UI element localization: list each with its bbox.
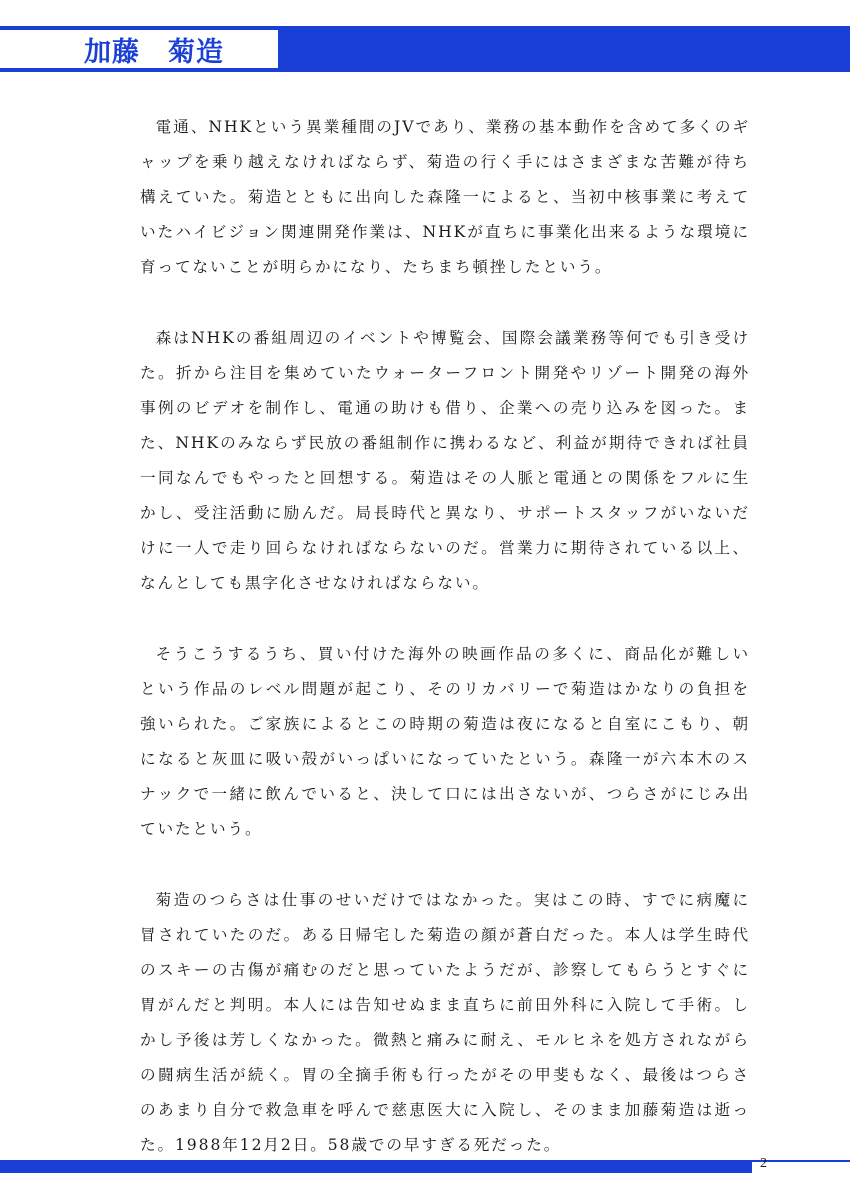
- page-header: [0, 26, 850, 72]
- header-accent-band: [282, 26, 850, 72]
- page-title: 加藤 菊造: [84, 37, 224, 68]
- paragraph: 森はNHKの番組周辺のイベントや博覧会、国際会議業務等何でも引き受けた。折から注目を集めていたウォーターフロント開発やリゾート開発の海外事例のビデオを制作し、電通の助けも借り、企業への売り込みを図った。また、NHKのみならず民放の番組制作に携わるなど、利益が期待できれば社員一同なんでもやったと回想する。菊造はその人脈と電通との関係をフルに生かし、受注活動に励んだ。局長時代と異なり、サポートスタッフがいないだけに一人で走り回らなければならないのだ。営業力に期待されている以上、なんとしても黒字化させなければならない。: [140, 329, 750, 592]
- paragraph: 電通、NHKという異業種間のJVであり、業務の基本動作を含めて多くのギャップを乗り越えなければならず、菊造の行く手にはさまざまな苦難が待ち構えていた。菊造とともに出向した森隆一によると、当初中核事業に考えていたハイビジョン関連開発作業は、NHKが直ちに事業化出来るような環境に育ってないことが明らかになり、たちまち頓挫したという。: [140, 118, 750, 276]
- paragraph: 菊造のつらさは仕事のせいだけではなかった。実はこの時、すでに病魔に冒されていたのだ。ある日帰宅した菊造の顔が蒼白だった。本人は学生時代のスキーの古傷が痛むのだと思っていたようだが、診察してもらうとすぐに胃がんだと判明。本人には告知せぬまま直ちに前田外科に入院して手術。しかし予後は芳しくなかった。微熱と痛みに耐え、モルヒネを処方されながらの闘病生活が続く。胃の全摘手術も行ったがその甲斐もなく、最後はつらさのあまり自分で救急車を呼んで慈恵医大に入院し、そのまま加藤菊造は逝った。1988年12月2日。58歳での早すぎる死だった。: [140, 891, 750, 1154]
- article-body: [140, 110, 750, 1199]
- footer-bar: [0, 1160, 752, 1173]
- paragraph: そうこうするうち、買い付けた海外の映画作品の多くに、商品化が難しいという作品のレベル問題が起こり、そのリカバリーで菊造はかなりの負担を強いられた。ご家族によるとこの時期の菊造は夜になると自室にこもり、朝になると灰皿に吸い殻がいっぱいになっていたという。森隆一が六本木のスナックで一緒に飲んでいると、決して口には出さないが、つらさがにじみ出ていたという。: [140, 645, 750, 838]
- page-number: 2: [760, 1156, 767, 1171]
